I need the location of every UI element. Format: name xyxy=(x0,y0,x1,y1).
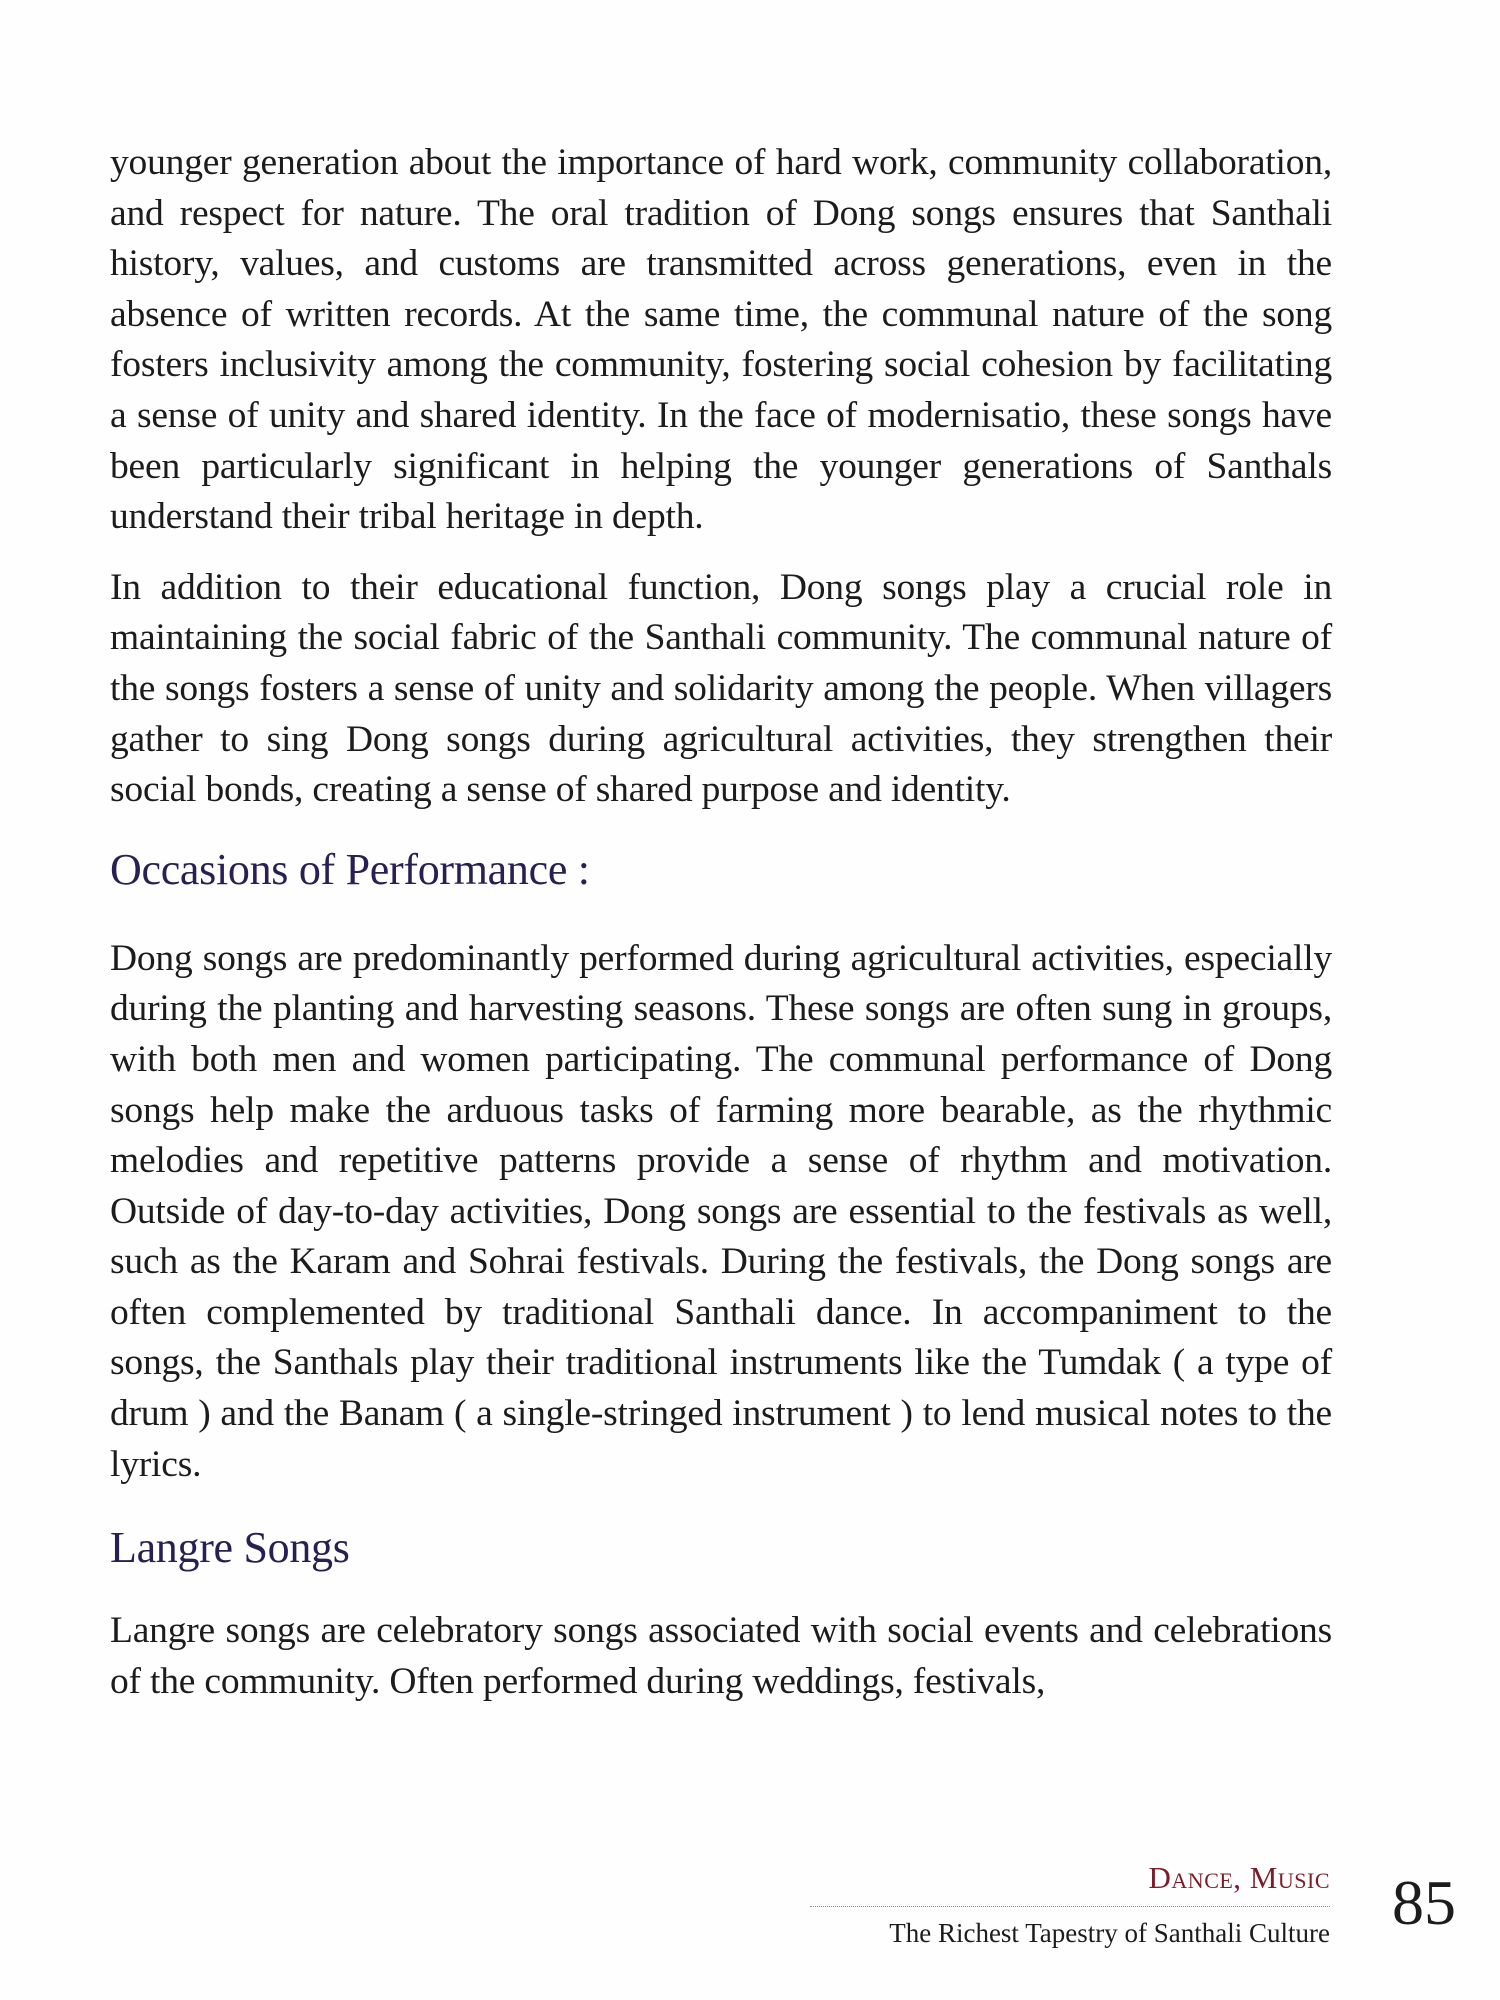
page-content xyxy=(110,138,1332,1707)
section-heading-langre: Langre Songs xyxy=(110,1523,350,1573)
footer-book-title: The Richest Tapestry of Santhali Culture xyxy=(889,1918,1330,1948)
page-footer xyxy=(810,1858,1330,1951)
body-paragraph-4: Langre songs are celebratory songs associated with social events and celebrations of the community. Often performed during weddings, festivals, xyxy=(110,1610,1332,1702)
body-paragraph-3: Dong songs are predominantly performed during agricultural activities, especially during the planting and harvesting seasons. These songs are often sung in groups, with both men and women participating. The communal performance of Dong songs help make the arduous tasks of farming more bearable, as the rhythmic melodies and repetitive patterns provide a sense of rhythm and motivation. Outside of day-to-day activities, Dong songs are essential to the festivals as well, such as the Karam and Sohrai festivals. During the festivals, the Dong songs are often complemented by traditional Santhali dance. In accompaniment to the songs, the Santhals play their traditional instruments like the Tumdak ( a type of drum ) and the Banam ( a single-stringed instrument ) to lend musical notes to the lyrics. xyxy=(110,937,1332,1485)
footer-divider xyxy=(810,1906,1330,1907)
section-heading-occasions: Occasions of Performance : xyxy=(110,844,590,894)
body-paragraph-2: In addition to their educational function, Dong songs play a crucial role in maintaining the social fabric of the Santhali community. The communal nature of the songs fosters a sense of unity and solidarity among the people. When villagers gather to sing Dong songs during agricultural activities, they strengthen their social bonds, creating a sense of shared purpose and identity. xyxy=(110,566,1332,811)
page-number: 85 xyxy=(1392,1867,1456,1938)
footer-section-label: Dance, Music xyxy=(1148,1860,1330,1895)
body-paragraph-1: younger generation about the importance of hard work, community collaboration, and respect for nature. The oral tradition of Dong songs ensures that Santhali history, values, and customs are transmitted across generations, even in the absence of written records. At the same time, the communal nature of the song fosters inclusivity among the community, fostering social cohesion by facilitating a sense of unity and shared identity. In the face of modernisatio, these songs have been particularly significant in helping the younger generations of Santhals understand their tribal heritage in depth. xyxy=(110,142,1332,538)
